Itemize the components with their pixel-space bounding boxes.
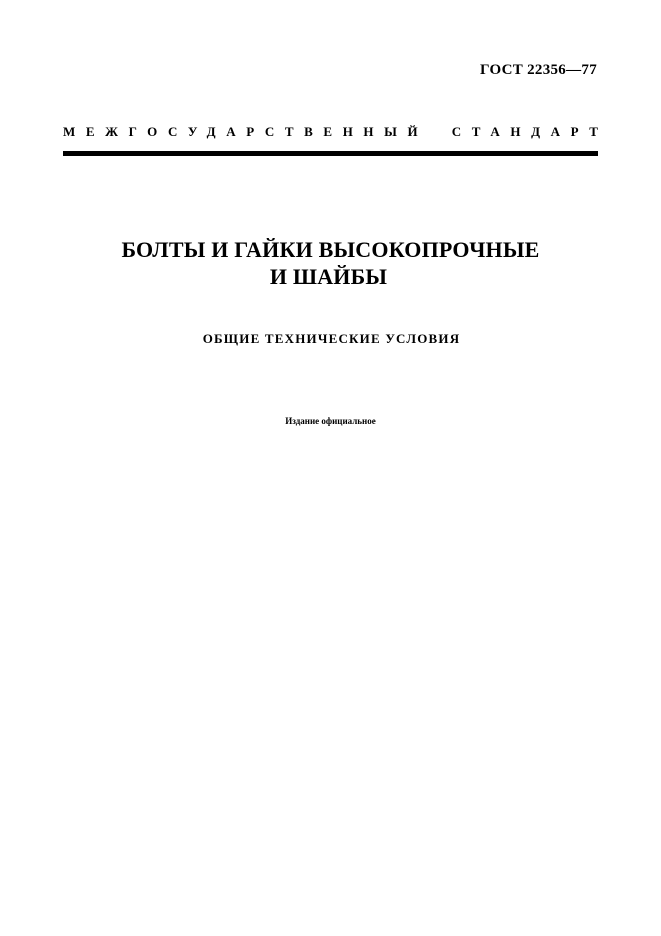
document-title-line-1: БОЛТЫ И ГАЙКИ ВЫСОКОПРОЧНЫЕ — [121, 237, 540, 262]
header-divider-rule — [63, 151, 598, 156]
standard-type-heading — [63, 124, 609, 140]
standard-type-word-standard: СТАНДАРТ — [451, 124, 609, 139]
document-title — [0, 236, 661, 290]
standard-type-word-interstate: МЕЖГОСУДАРСТВЕННЫЙ — [63, 124, 429, 139]
document-title-line-2: И ШАЙБЫ — [269, 264, 388, 289]
document-subtitle: ОБЩИЕ ТЕХНИЧЕСКИЕ УСЛОВИЯ — [202, 331, 461, 346]
edition-note: Издание официальное — [285, 416, 376, 426]
document-number: ГОСТ 22356—77 — [479, 62, 597, 78]
